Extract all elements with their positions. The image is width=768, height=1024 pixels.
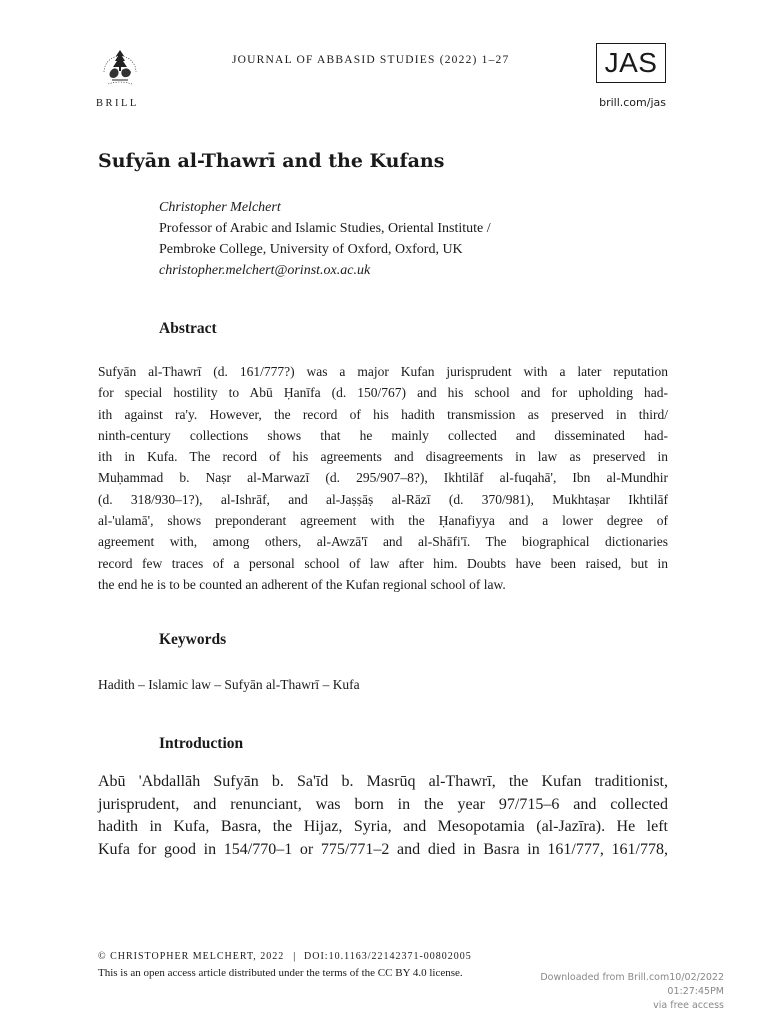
author-affiliation-line-2: Pembroke College, University of Oxford, Oxford, UK [159,242,463,257]
abstract-line: (d. 318/930–1?), al-Ishrāf, and al-Jaṣṣāṣ al-Rāzī (d. 370/981), Mukhtaṣar Ikhtilāf [98,491,668,507]
doi-link[interactable]: DOI:10.1163/22142371-00802005 [304,951,472,962]
introduction-heading: Introduction [159,735,244,752]
author-block [159,197,491,281]
author-name: Christopher Melchert [159,200,281,215]
intro-line: hadith in Kufa, Basra, the Hijaz, Syria, and Mesopotamia (al-Jazīra). He left [98,818,668,835]
copyright-notice: © CHRISTOPHER MELCHERT, 2022 [98,951,285,962]
copyright-footer [98,948,472,982]
license-notice: This is an open access article distributed under the terms of the CC BY 4.0 license. [98,967,463,979]
abstract-line: agreement with, among others, al-Awzā'ī and al-Shāfi'ī. The biographical dictionaries [98,534,668,550]
abstract-body [98,361,668,595]
abstract-line: al-'ulamā', shows preponderant agreement with the Ḥanafiyya and a lower degree of [98,513,668,529]
abstract-line: the end he is to be counted an adherent of the Kufan regional school of law. [98,576,506,592]
intro-line: Kufa for good in 154/770–1 or 775/771–2 and died in Basra in 161/777, 161/778, [98,840,668,858]
abstract-line: for special hostility to Abū Ḥanīfa (d. 150/767) and his school and for upholding had- [98,385,668,401]
journal-url-link[interactable]: brill.com/jas [599,96,666,109]
abstract-line: Muḥammad b. Naṣr al-Marwazī (d. 295/907–8?), Ikhtilāf al-fuqahā', Ibn al-Mundhir [98,470,668,486]
abstract-line: Sufyān al-Thawrī (d. 161/777?) was a major Kufan jurisprudent with a later reputation [98,364,668,379]
keywords-heading: Keywords [159,631,227,648]
abstract-heading: Abstract [159,320,217,337]
author-email-link[interactable]: christopher.melchert@orinst.ox.ac.uk [159,263,371,278]
introduction-body [98,771,668,861]
access-stamp: via free access [653,1000,724,1011]
journal-running-head: JOURNAL OF ABBASID STUDIES (2022) 1–27 [232,54,510,66]
article-title: Sufyān al-Thawrī and the Kufans [98,150,445,172]
brill-seal-icon [98,42,142,92]
author-affiliation-line-1: Professor of Arabic and Islamic Studies, Oriental Institute / [159,221,491,236]
journal-logo: JAS [596,43,666,83]
abstract-line: ninth-century collections shows that he mainly collected and disseminated had- [98,427,668,443]
intro-line: jurisprudent, and renunciant, was born in the year 97/715–6 and collected [98,795,668,813]
abstract-line: record few traces of a personal school of law after him. Doubts have been raised, but in [98,555,668,571]
download-watermark [486,971,724,1013]
publisher-logo [96,42,146,109]
footer-separator: | [293,950,296,962]
abstract-line: ith against ra'y. However, the record of his hadith transmission as preserved in third/ [98,406,668,422]
abstract-line: ith in Kufa. The record of his agreements and disagreements in law as preserved in [98,449,668,465]
intro-line: Abū 'Abdallāh Sufyān b. Sa'īd b. Masrūq al-Thawrī, the Kufan traditionist, [98,773,668,790]
publisher-name: BRILL [96,98,139,109]
keywords-list: Hadith – Islamic law – Sufyān al-Thawrī – Kufa [98,677,360,692]
download-stamp: Downloaded from Brill.com10/02/2022 01:27:45PM [540,972,724,997]
